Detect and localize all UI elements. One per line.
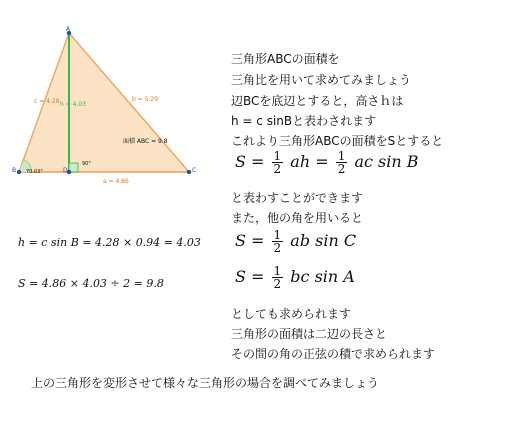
formula1-frac-den: 2 — [273, 162, 282, 176]
formula1-lhs: S = — [235, 152, 265, 171]
vertex-c-label: C — [192, 167, 197, 174]
vertex-a-label: A — [66, 26, 71, 33]
formula-area-ab-sinc — [235, 229, 356, 254]
point-c[interactable] — [187, 170, 191, 174]
formula3-lhs: S = — [235, 267, 265, 286]
formula-area-ah — [235, 150, 419, 175]
explanation3-line-1: としても求められます — [231, 307, 352, 321]
formula1-frac2-num: 1 — [337, 149, 346, 163]
formula3-rhs: bc sin A — [290, 267, 355, 286]
formula3-frac-num: 1 — [273, 264, 282, 278]
footer-instruction: 上の三角形を変形させて様々な三角形の場合を調べてみましょう — [31, 376, 380, 390]
explanation-line-4: h = c sinBと表わされます — [231, 114, 377, 128]
formula1-frac-num: 1 — [273, 149, 282, 163]
explanation-line-2: 三角比を用いて求めてみましょう — [231, 73, 412, 87]
explanation-line-3: 辺BCを底辺とすると，高さｈは — [231, 94, 404, 108]
explanation-line-1: 三角形ABCの面積を — [231, 52, 340, 66]
formula2-lhs: S = — [235, 231, 265, 250]
angle-b-label: 70.03° — [26, 169, 43, 175]
formula2-frac-den: 2 — [273, 241, 282, 255]
explanation2-line-1: と表わすことができます — [231, 191, 364, 205]
side-a-label: a = 4.86 — [103, 178, 129, 185]
formula1-rhs: ac sin B — [354, 152, 419, 171]
side-b-label: b = 5.29 — [132, 96, 159, 103]
formula2-rhs: ab sin C — [290, 231, 357, 250]
explanation-line-5: これより三角形ABCの面積をSとすると — [231, 134, 444, 148]
right-angle-label: 90° — [82, 161, 91, 167]
calc-area: S = 4.86 × 4.03 ÷ 2 = 9.8 — [18, 277, 164, 290]
explanation3-line-2: 三角形の面積は二辺の長さと — [231, 327, 388, 341]
formula3-frac-den: 2 — [273, 277, 282, 291]
side-c-label: c = 4.28 — [34, 98, 60, 105]
explanation3-line-3: その間の角の正弦の積で求められます — [231, 347, 436, 361]
formula2-frac-num: 1 — [273, 228, 282, 242]
explanation2-line-2: また，他の角を用いると — [231, 211, 364, 225]
vertex-b-label: B — [12, 167, 17, 174]
calc-height: h = c sin B = 4.28 × 0.94 = 4.03 — [18, 236, 201, 249]
formula1-frac2-den: 2 — [337, 162, 346, 176]
area-label: 面積 ABC = 9.8 — [123, 138, 168, 145]
formula-area-bc-sina — [235, 265, 355, 290]
point-b[interactable] — [17, 170, 21, 174]
vertex-d-label: D — [63, 167, 68, 174]
height-label: h = 4.03 — [60, 101, 87, 108]
formula1-mid: ah = — [290, 152, 329, 171]
